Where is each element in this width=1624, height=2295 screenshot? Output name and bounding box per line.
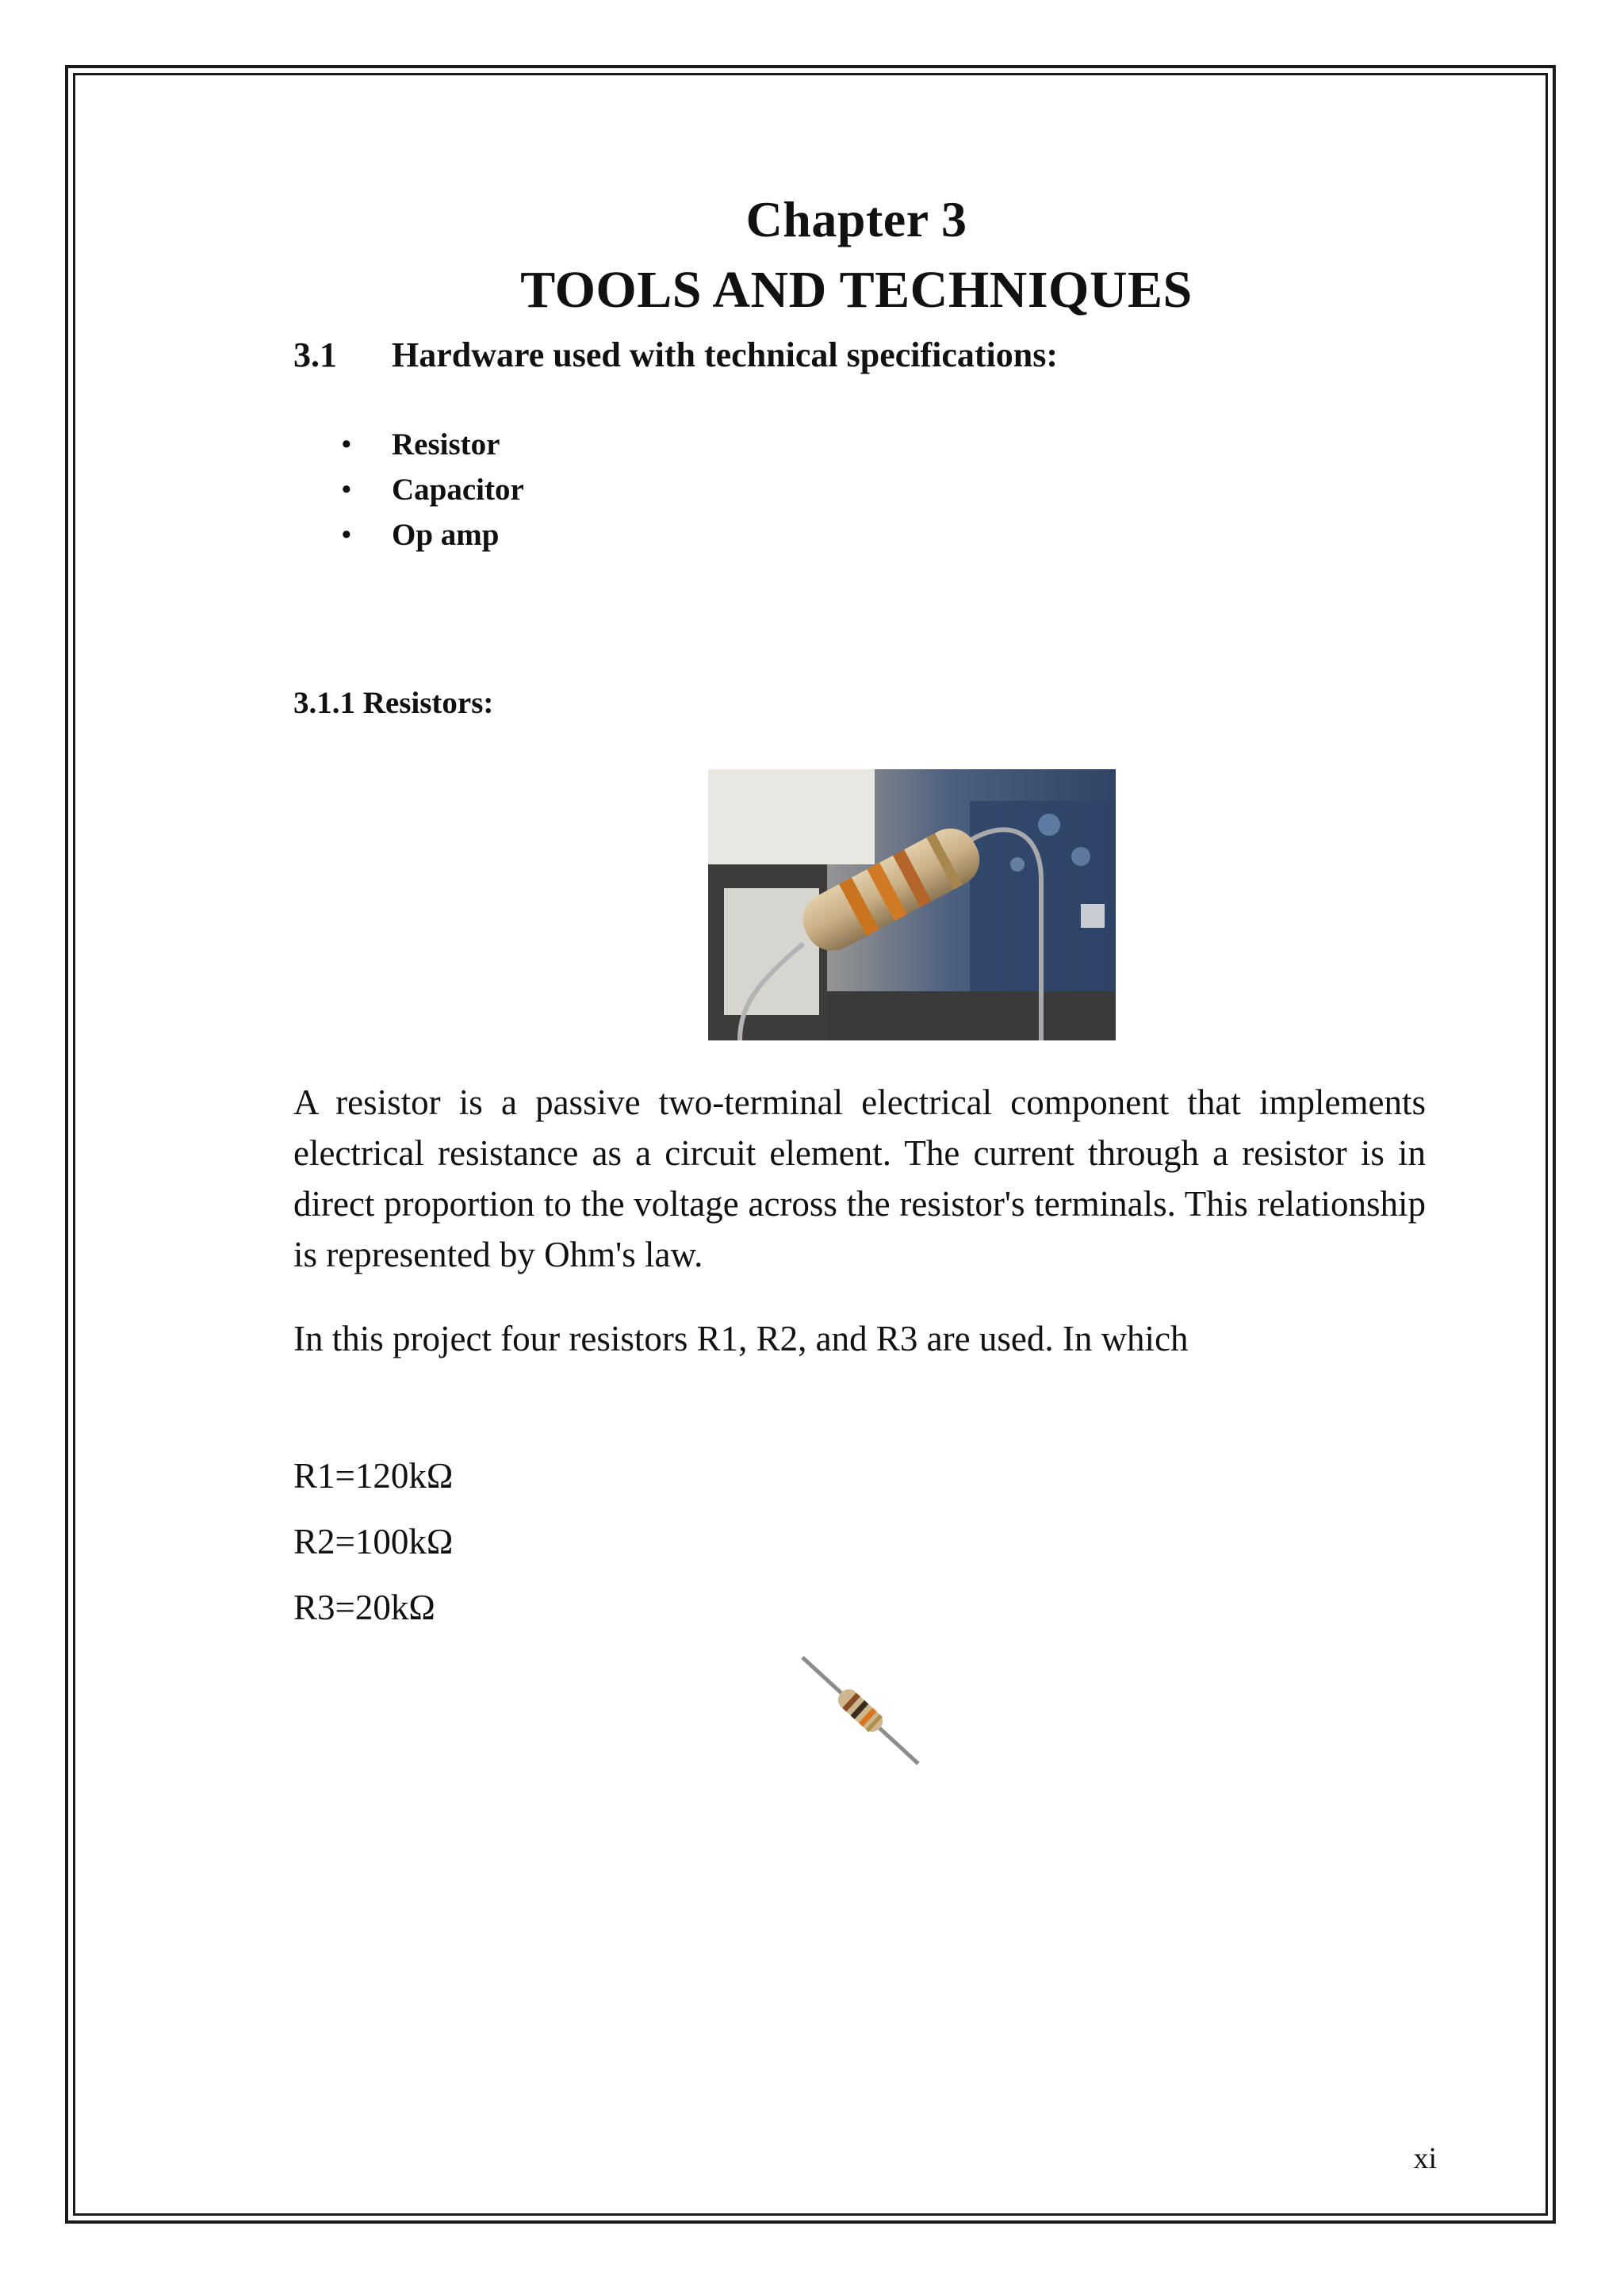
resistor-value-r3: R3=20kΩ xyxy=(293,1588,435,1627)
list-item xyxy=(341,467,524,512)
resistor-icon xyxy=(793,1651,928,1770)
list-item xyxy=(341,512,524,557)
resistor-photo-icon xyxy=(708,769,1116,1040)
page-number: xi xyxy=(1413,2142,1437,2175)
list-item xyxy=(341,422,524,467)
section-heading xyxy=(293,335,1058,375)
bullet-icon: • xyxy=(341,427,352,462)
bullet-icon: • xyxy=(341,518,352,552)
chapter-title: TOOLS AND TECHNIQUES xyxy=(520,261,1193,319)
resistor-value-r2: R2=100kΩ xyxy=(293,1522,454,1561)
bullet-icon: • xyxy=(341,473,352,507)
list-item-label: Capacitor xyxy=(392,473,524,507)
subsection-heading: 3.1.1 Resistors: xyxy=(293,686,494,720)
list-item-label: Resistor xyxy=(392,427,500,462)
hardware-list xyxy=(341,422,524,557)
resistor-photo xyxy=(708,769,1116,1040)
chapter-label: Chapter 3 xyxy=(745,191,967,247)
resistor-description: A resistor is a passive two-terminal electrical component that implements electrical resistance as a circuit element. The current through a resistor is in direct proportion to the voltage across the resistor's terminals. This relationship is represented by Ohm's law. xyxy=(293,1082,1426,1274)
resistor-value-r1: R1=120kΩ xyxy=(293,1456,454,1496)
list-item-label: Op amp xyxy=(392,518,500,552)
resistor-usage-text: In this project four resistors R1, R2, and R3 are used. In which xyxy=(293,1319,1189,1358)
section-number: 3.1 xyxy=(293,335,337,374)
section-title: Hardware used with technical specifications: xyxy=(392,335,1059,374)
